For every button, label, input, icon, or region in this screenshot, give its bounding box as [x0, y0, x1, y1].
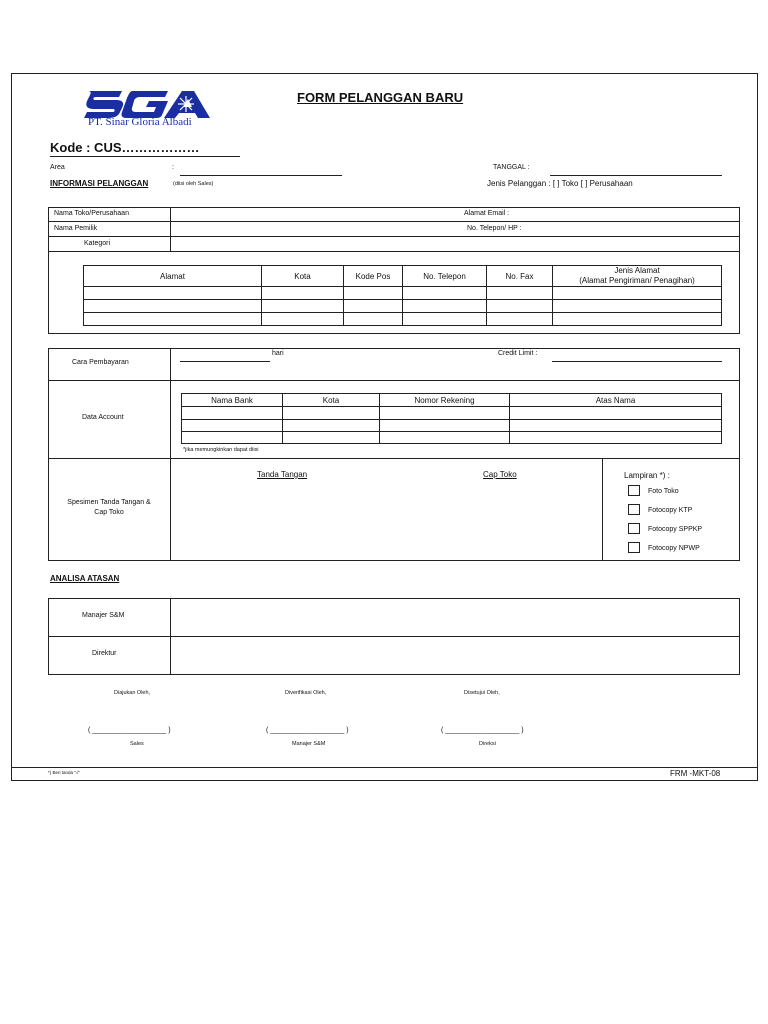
account-table	[181, 393, 722, 444]
kategori-label: Kategori	[84, 240, 111, 247]
form-title: FORM PELANGGAN BARU	[297, 90, 464, 105]
telepon-label: No. Telepon/ HP :	[467, 225, 522, 232]
ktp-checkbox[interactable]	[628, 504, 640, 515]
credit-limit-label: Credit Limit :	[498, 350, 538, 357]
table-row[interactable]	[84, 287, 722, 300]
form-page	[11, 73, 758, 781]
credit-limit-input[interactable]	[552, 361, 722, 362]
manajer-sm-label: Manajer S&M	[292, 741, 326, 747]
analisa-title: ANALISA ATASAN	[50, 574, 120, 583]
direktur-label: Direktur	[92, 650, 117, 657]
area-input[interactable]	[180, 175, 342, 176]
diverifikasi-label: Diverifikasi Oleh,	[285, 690, 327, 696]
sppkp-checkbox[interactable]	[628, 523, 640, 534]
info-pelanggan-label: INFORMASI PELANGGAN	[50, 179, 149, 188]
table-row[interactable]	[84, 313, 722, 326]
cara-pembayaran-label: Cara Pembayaran	[72, 359, 129, 366]
disetujui-label: Disetujui Oleh,	[464, 690, 500, 696]
form-code: FRM -MKT-08	[670, 769, 721, 778]
sales-label: Sales	[130, 741, 144, 747]
account-note: *jika memungkinkan dapat diisi	[183, 447, 259, 453]
manajer-label: Manajer S&M	[82, 612, 125, 619]
footer-note: *) Beri tanda "√"	[48, 770, 80, 775]
alamat-email-label: Alamat Email :	[464, 210, 510, 217]
npwp-label: Fotocopy NPWP	[648, 545, 700, 552]
th-atas-nama: Atas Nama	[510, 394, 722, 407]
th-jenis-alamat: Jenis Alamat (Alamat Pengiriman/ Penagihan)	[553, 266, 722, 287]
th-telepon: No. Telepon	[403, 266, 487, 287]
spesimen-label: Spesimen Tanda Tangan & Cap Toko	[67, 499, 151, 516]
area-colon: :	[172, 164, 174, 171]
direksi-label: Direksi	[479, 741, 496, 747]
th-fax: No. Fax	[487, 266, 553, 287]
table-row[interactable]	[84, 300, 722, 313]
nama-toko-label: Nama Toko/Perusahaan	[54, 210, 129, 217]
table-row[interactable]	[182, 432, 722, 444]
nama-pemilik-label: Nama Pemilik	[54, 225, 98, 232]
ktp-label: Fotocopy KTP	[648, 507, 693, 514]
hari-label: hari	[272, 350, 284, 357]
area-label: Area	[50, 164, 65, 171]
kode-label: Kode : CUS………………	[50, 140, 200, 155]
hari-input[interactable]	[180, 361, 270, 362]
tanggal-label: TANGGAL :	[493, 164, 530, 171]
th-kode-pos: Kode Pos	[344, 266, 403, 287]
sales-signature-blank[interactable]: ( ___________________ )	[88, 727, 171, 734]
manajer-signature-blank[interactable]: ( ___________________ )	[266, 727, 349, 734]
cap-toko-label: Cap Toko	[483, 470, 517, 479]
tanda-tangan-label: Tanda Tangan	[257, 470, 308, 479]
th-nama-bank: Nama Bank	[182, 394, 283, 407]
th-alamat: Alamat	[84, 266, 262, 287]
tanggal-input[interactable]	[550, 175, 722, 176]
table-row[interactable]	[182, 407, 722, 420]
npwp-checkbox[interactable]	[628, 542, 640, 553]
diajukan-label: Diajukan Oleh,	[114, 690, 151, 696]
table-row[interactable]	[182, 420, 722, 432]
foto-toko-checkbox[interactable]	[628, 485, 640, 496]
company-name: PT. Sinar Gloria Albadi	[88, 116, 192, 128]
th-kota: Kota	[262, 266, 344, 287]
jenis-pelanggan[interactable]: Jenis Pelanggan : [ ] Toko [ ] Perusahaan	[487, 179, 633, 188]
th-nomor-rekening: Nomor Rekening	[380, 394, 510, 407]
address-table	[83, 265, 722, 326]
info-note: (diisi oleh Sales)	[173, 181, 214, 187]
direksi-signature-blank[interactable]: ( ___________________ )	[441, 727, 524, 734]
foto-toko-label: Foto Toko	[648, 488, 679, 495]
data-account-label: Data Account	[82, 414, 124, 421]
th-account-kota: Kota	[283, 394, 380, 407]
sppkp-label: Fotocopy SPPKP	[648, 526, 703, 533]
lampiran-label: Lampiran *) :	[624, 471, 670, 480]
